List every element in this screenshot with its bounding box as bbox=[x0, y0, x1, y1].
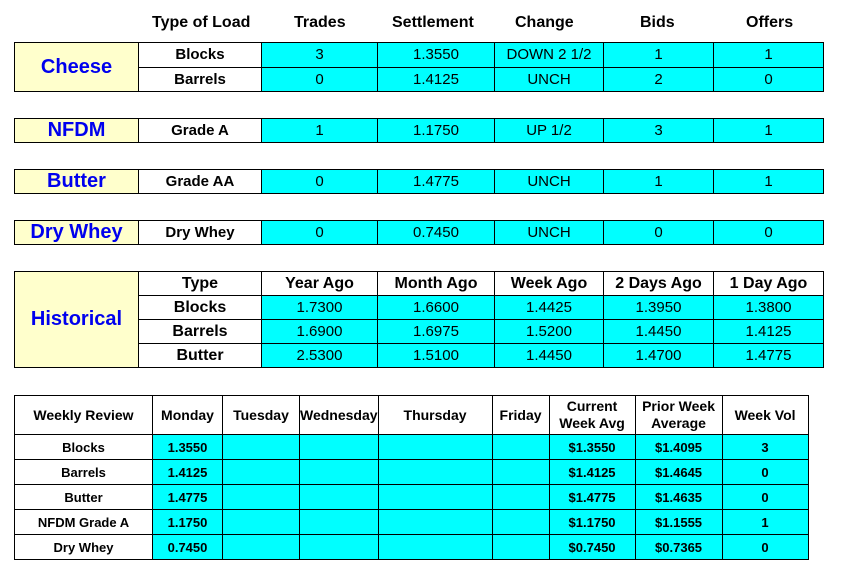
weekly-friday bbox=[492, 535, 549, 560]
table-row bbox=[15, 485, 809, 510]
weekly-header-tuesday: Tuesday bbox=[223, 396, 300, 435]
historical-value: 1.4700 bbox=[604, 344, 714, 368]
dry-whey-offers: 0 bbox=[714, 221, 824, 245]
cheese-change: UNCH bbox=[495, 67, 604, 92]
table-row bbox=[15, 170, 824, 194]
weekly-vol: 1 bbox=[722, 510, 808, 535]
weekly-header-review: Weekly Review bbox=[15, 396, 153, 435]
weekly-friday bbox=[492, 510, 549, 535]
historical-value: 1.7300 bbox=[262, 296, 378, 320]
header-bids: Bids bbox=[640, 14, 675, 31]
weekly-vol: 3 bbox=[722, 435, 808, 460]
nfdm-offers: 1 bbox=[714, 119, 824, 143]
dry-whey-table bbox=[14, 220, 824, 245]
historical-value: 1.4450 bbox=[495, 344, 604, 368]
weekly-monday: 1.1750 bbox=[153, 510, 223, 535]
weekly-row-name: Barrels bbox=[15, 460, 153, 485]
historical-table bbox=[14, 271, 824, 368]
weekly-header-current-line1: Current bbox=[566, 398, 618, 414]
table-row bbox=[15, 460, 809, 485]
weekly-current-avg: $1.3550 bbox=[549, 435, 635, 460]
table-row bbox=[15, 510, 809, 535]
weekly-thursday bbox=[378, 510, 492, 535]
table-row bbox=[15, 221, 824, 245]
weekly-header-current-line2: Week Avg bbox=[559, 415, 625, 431]
cheese-settlement: 1.4125 bbox=[378, 67, 495, 92]
weekly-header-prior-line1: Prior Week bbox=[642, 398, 715, 414]
weekly-tuesday bbox=[223, 535, 300, 560]
nfdm-label: NFDM bbox=[15, 119, 139, 143]
historical-value: 2.5300 bbox=[262, 344, 378, 368]
dry-whey-label: Dry Whey bbox=[15, 221, 139, 245]
historical-type: Butter bbox=[139, 344, 262, 368]
header-settlement: Settlement bbox=[392, 14, 474, 31]
butter-table bbox=[14, 169, 824, 194]
dry-whey-settlement: 0.7450 bbox=[378, 221, 495, 245]
historical-type: Blocks bbox=[139, 296, 262, 320]
historical-label: Historical bbox=[15, 272, 139, 368]
historical-value: 1.5200 bbox=[495, 320, 604, 344]
weekly-friday bbox=[492, 460, 549, 485]
weekly-prior-avg: $1.4095 bbox=[635, 435, 722, 460]
historical-value: 1.6900 bbox=[262, 320, 378, 344]
historical-value: 1.4425 bbox=[495, 296, 604, 320]
historical-value: 1.4450 bbox=[604, 320, 714, 344]
weekly-tuesday bbox=[223, 485, 300, 510]
weekly-monday: 0.7450 bbox=[153, 535, 223, 560]
historical-value: 1.5100 bbox=[378, 344, 495, 368]
weekly-thursday bbox=[378, 435, 492, 460]
butter-settlement: 1.4775 bbox=[378, 170, 495, 194]
weekly-wednesday bbox=[300, 510, 379, 535]
weekly-prior-avg: $1.4635 bbox=[635, 485, 722, 510]
weekly-wednesday bbox=[300, 485, 379, 510]
weekly-header-monday: Monday bbox=[153, 396, 223, 435]
dry-whey-bids: 0 bbox=[604, 221, 714, 245]
weekly-wednesday bbox=[300, 535, 379, 560]
historical-header-month-ago: Month Ago bbox=[378, 272, 495, 296]
historical-header-2-days-ago: 2 Days Ago bbox=[604, 272, 714, 296]
weekly-thursday bbox=[378, 535, 492, 560]
historical-value: 1.6600 bbox=[378, 296, 495, 320]
dry-whey-change: UNCH bbox=[495, 221, 604, 245]
butter-type: Grade AA bbox=[139, 170, 262, 194]
nfdm-table bbox=[14, 118, 824, 143]
weekly-tuesday bbox=[223, 435, 300, 460]
weekly-friday bbox=[492, 485, 549, 510]
table-row bbox=[15, 435, 809, 460]
weekly-friday bbox=[492, 435, 549, 460]
historical-value: 1.3950 bbox=[604, 296, 714, 320]
nfdm-type: Grade A bbox=[139, 119, 262, 143]
nfdm-bids: 3 bbox=[604, 119, 714, 143]
header-trades: Trades bbox=[294, 14, 346, 31]
historical-type: Barrels bbox=[139, 320, 262, 344]
weekly-header-prior-line2: Average bbox=[651, 415, 706, 431]
cheese-offers: 0 bbox=[714, 67, 824, 92]
cheese-type: Blocks bbox=[139, 43, 262, 68]
header-offers: Offers bbox=[746, 14, 794, 31]
cheese-bids: 2 bbox=[604, 67, 714, 92]
cheese-offers: 1 bbox=[714, 43, 824, 68]
weekly-current-avg: $0.7450 bbox=[549, 535, 635, 560]
historical-value: 1.3800 bbox=[714, 296, 824, 320]
nfdm-trades: 1 bbox=[262, 119, 378, 143]
cheese-trades: 0 bbox=[262, 67, 378, 92]
weekly-wednesday bbox=[300, 435, 379, 460]
historical-header-week-ago: Week Ago bbox=[495, 272, 604, 296]
weekly-vol: 0 bbox=[722, 460, 808, 485]
weekly-current-avg: $1.4775 bbox=[549, 485, 635, 510]
butter-bids: 1 bbox=[604, 170, 714, 194]
weekly-prior-avg: $0.7365 bbox=[635, 535, 722, 560]
weekly-current-avg: $1.4125 bbox=[549, 460, 635, 485]
table-row bbox=[15, 535, 809, 560]
butter-label: Butter bbox=[15, 170, 139, 194]
weekly-tuesday bbox=[223, 460, 300, 485]
weekly-row-name: Blocks bbox=[15, 435, 153, 460]
cheese-type: Barrels bbox=[139, 67, 262, 92]
weekly-vol: 0 bbox=[722, 535, 808, 560]
table-row bbox=[15, 43, 824, 68]
weekly-row-name: Butter bbox=[15, 485, 153, 510]
cheese-change: DOWN 2 1/2 bbox=[495, 43, 604, 68]
cheese-label: Cheese bbox=[15, 43, 139, 92]
historical-value: 1.4775 bbox=[714, 344, 824, 368]
nfdm-change: UP 1/2 bbox=[495, 119, 604, 143]
dry-whey-type: Dry Whey bbox=[139, 221, 262, 245]
historical-header-1-day-ago: 1 Day Ago bbox=[714, 272, 824, 296]
historical-value: 1.6975 bbox=[378, 320, 495, 344]
weekly-prior-avg: $1.4645 bbox=[635, 460, 722, 485]
historical-header-type: Type bbox=[139, 272, 262, 296]
weekly-thursday bbox=[378, 460, 492, 485]
cheese-bids: 1 bbox=[604, 43, 714, 68]
weekly-header-week-vol: Week Vol bbox=[722, 396, 808, 435]
weekly-monday: 1.4775 bbox=[153, 485, 223, 510]
weekly-monday: 1.3550 bbox=[153, 435, 223, 460]
cheese-settlement: 1.3550 bbox=[378, 43, 495, 68]
weekly-thursday bbox=[378, 485, 492, 510]
table-row bbox=[15, 272, 824, 296]
weekly-tuesday bbox=[223, 510, 300, 535]
weekly-monday: 1.4125 bbox=[153, 460, 223, 485]
butter-offers: 1 bbox=[714, 170, 824, 194]
header-change: Change bbox=[515, 14, 574, 31]
nfdm-settlement: 1.1750 bbox=[378, 119, 495, 143]
dry-whey-trades: 0 bbox=[262, 221, 378, 245]
header-type-of-load: Type of Load bbox=[152, 14, 251, 31]
weekly-review-table bbox=[14, 395, 809, 560]
weekly-vol: 0 bbox=[722, 485, 808, 510]
historical-value: 1.4125 bbox=[714, 320, 824, 344]
weekly-header-current-week-avg bbox=[549, 396, 635, 435]
butter-change: UNCH bbox=[495, 170, 604, 194]
weekly-wednesday bbox=[300, 460, 379, 485]
weekly-header-prior-week-average bbox=[635, 396, 722, 435]
weekly-header-friday: Friday bbox=[492, 396, 549, 435]
weekly-row-name: Dry Whey bbox=[15, 535, 153, 560]
weekly-header-wednesday: Wednesday bbox=[300, 396, 379, 435]
table-row bbox=[15, 396, 809, 435]
cheese-table bbox=[14, 42, 824, 92]
weekly-current-avg: $1.1750 bbox=[549, 510, 635, 535]
weekly-header-thursday: Thursday bbox=[378, 396, 492, 435]
weekly-prior-avg: $1.1555 bbox=[635, 510, 722, 535]
butter-trades: 0 bbox=[262, 170, 378, 194]
cheese-trades: 3 bbox=[262, 43, 378, 68]
table-row bbox=[15, 119, 824, 143]
weekly-row-name: NFDM Grade A bbox=[15, 510, 153, 535]
historical-header-year-ago: Year Ago bbox=[262, 272, 378, 296]
